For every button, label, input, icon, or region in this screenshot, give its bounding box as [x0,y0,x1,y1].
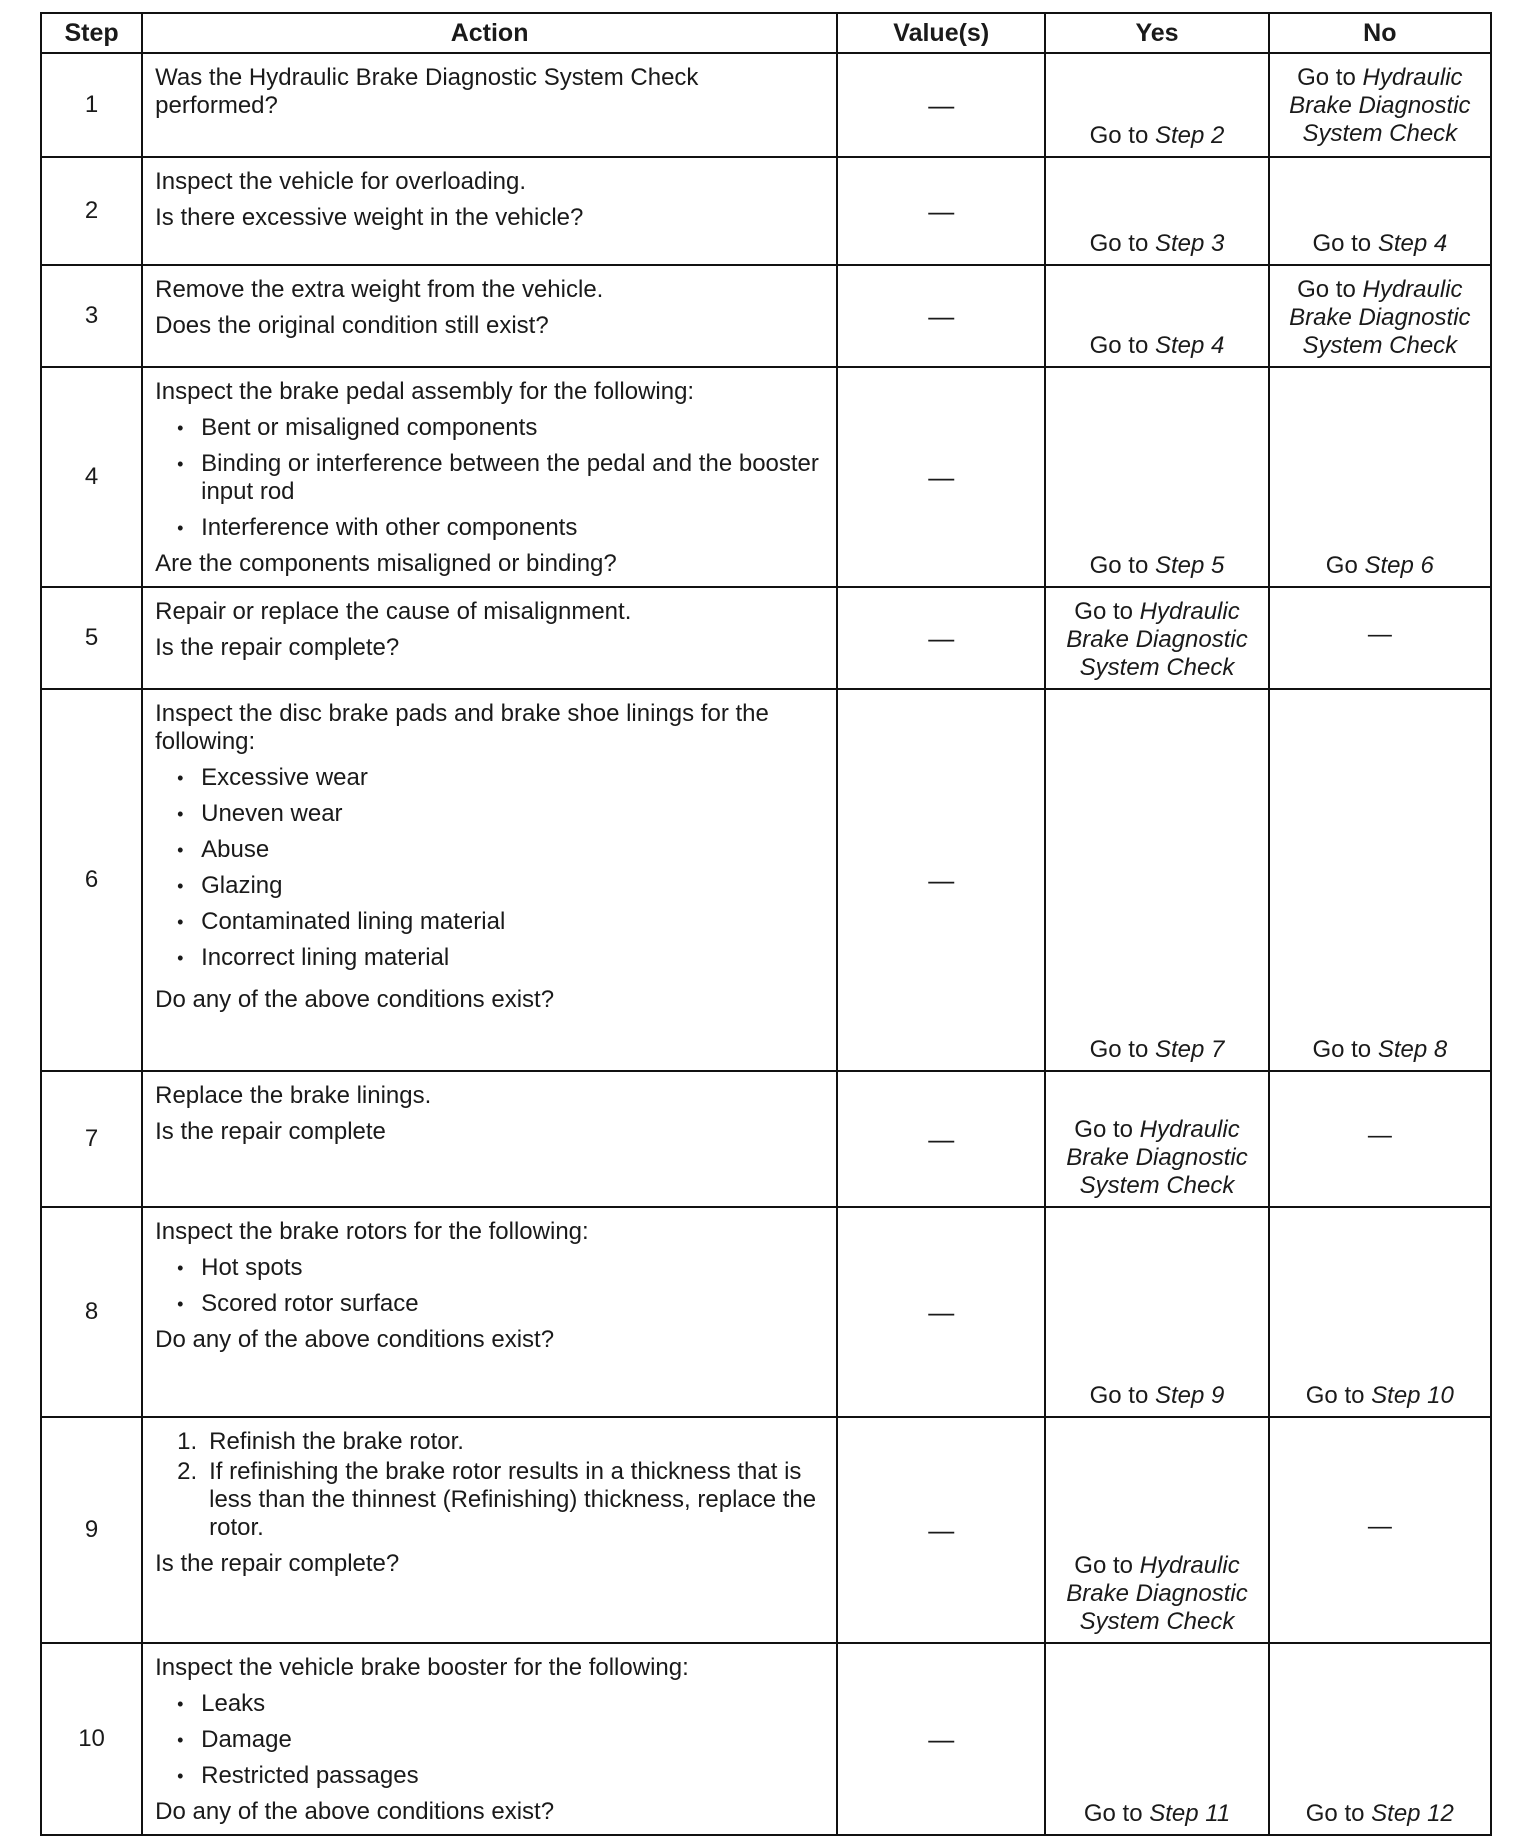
list-item: 1. Refinish the brake rotor. [177,1428,464,1455]
header-row [41,13,1491,53]
action-cell [142,367,837,587]
value-cell: — [837,1071,1045,1207]
list-item: 2. If refinishing the brake rotor results in a thickness that is less than the thinnest (Refinishing) thickness, replace the rotor. [177,1458,817,1541]
no-cell: — [1269,1417,1491,1643]
action-text: Remove the extra weight from the vehicle. [155,276,604,303]
question-text: Do any of the above conditions exist? [155,1326,555,1353]
yes-cell[interactable]: Go to Step 11 [1045,1643,1268,1835]
condition-list [155,1254,826,1318]
list-item: • Incorrect lining material [177,944,826,972]
value-cell: — [837,265,1045,367]
action-text: Was the Hydraulic Brake Diagnostic System Check performed? [155,64,699,119]
yes-cell[interactable]: Go to Step 3 [1045,157,1268,265]
diagnostic-table [40,12,1492,1836]
list-item: • Scored rotor surface [177,1290,826,1318]
list-item: • Uneven wear [177,800,826,828]
action-cell [142,1643,837,1835]
condition-list [155,414,826,542]
action-cell [142,53,837,157]
no-cell[interactable]: Go Step 6 [1269,367,1491,587]
yes-cell[interactable]: Go to Step 2 [1045,53,1268,157]
step-number: 6 [41,689,142,1071]
table-row [41,1207,1491,1417]
list-item: • Restricted passages [177,1762,826,1790]
list-item: • Leaks [177,1690,826,1718]
step-number: 5 [41,587,142,689]
table-row [41,587,1491,689]
step-number: 8 [41,1207,142,1417]
list-item: • Abuse [177,836,826,864]
action-text: Repair or replace the cause of misalignment. [155,598,632,625]
step-number: 7 [41,1071,142,1207]
no-cell[interactable]: Go to Step 10 [1269,1207,1491,1417]
action-text: Replace the brake linings. [155,1082,432,1109]
table-row [41,689,1491,1071]
value-cell: — [837,1417,1045,1643]
condition-list [155,1690,826,1790]
value-cell: — [837,587,1045,689]
question-text: Do any of the above conditions exist? [155,986,555,1013]
yes-cell[interactable]: Go to Hydraulic Brake Diagnostic System Check [1045,1071,1268,1207]
step-number: 3 [41,265,142,367]
question-text: Do any of the above conditions exist? [155,1798,555,1825]
action-cell [142,157,837,265]
value-cell: — [837,1643,1045,1835]
yes-cell[interactable]: Go to Hydraulic Brake Diagnostic System Check [1045,587,1268,689]
step-number: 4 [41,367,142,587]
value-cell: — [837,1207,1045,1417]
table-row [41,367,1491,587]
action-cell [142,1417,837,1643]
table-row [41,157,1491,265]
no-cell[interactable]: Go to Step 4 [1269,157,1491,265]
action-intro: Inspect the disc brake pads and brake shoe linings for the following: [155,700,769,755]
yes-cell[interactable]: Go to Hydraulic Brake Diagnostic System Check [1045,1417,1268,1643]
table-row [41,1643,1491,1835]
value-cell: — [837,157,1045,265]
no-cell: — [1269,587,1491,689]
list-item: • Damage [177,1726,826,1754]
action-intro: Inspect the brake pedal assembly for the following: [155,378,695,405]
yes-cell[interactable]: Go to Step 5 [1045,367,1268,587]
question-text: Is the repair complete? [155,634,400,661]
header-no: No [1269,13,1491,53]
action-intro: Inspect the vehicle brake booster for the following: [155,1654,689,1681]
table-row [41,265,1491,367]
action-intro: Inspect the brake rotors for the following: [155,1218,589,1245]
question-text: Does the original condition still exist? [155,312,549,339]
action-cell [142,1207,837,1417]
question-text: Are the components misaligned or binding? [155,550,617,577]
value-cell: — [837,689,1045,1071]
no-cell[interactable]: Go to Hydraulic Brake Diagnostic System Check [1269,265,1491,367]
header-values: Value(s) [837,13,1045,53]
action-cell [142,587,837,689]
step-number: 10 [41,1643,142,1835]
numbered-steps [155,1428,826,1542]
header-action: Action [142,13,837,53]
table-row [41,53,1491,157]
no-cell[interactable]: Go to Step 12 [1269,1643,1491,1835]
list-item: • Hot spots [177,1254,826,1282]
header-step: Step [41,13,142,53]
action-cell [142,1071,837,1207]
step-number: 1 [41,53,142,157]
no-cell[interactable]: Go to Hydraulic Brake Diagnostic System Check [1269,53,1491,157]
list-item: • Glazing [177,872,826,900]
no-cell[interactable]: Go to Step 8 [1269,689,1491,1071]
action-text: Inspect the vehicle for overloading. [155,168,527,195]
list-item: • Excessive wear [177,764,826,792]
value-cell: — [837,53,1045,157]
condition-list [155,764,826,972]
diagnostic-page [40,12,1492,1836]
list-item: • Bent or misaligned components [177,414,826,442]
table-row [41,1417,1491,1643]
yes-cell[interactable]: Go to Step 4 [1045,265,1268,367]
action-cell [142,265,837,367]
list-item: • Interference with other components [177,514,826,542]
step-number: 2 [41,157,142,265]
list-item: • Contaminated lining material [177,908,826,936]
no-cell: — [1269,1071,1491,1207]
list-item: • Binding or interference between the pedal and the booster input rod [177,450,826,506]
header-yes: Yes [1045,13,1268,53]
action-cell [142,689,837,1071]
step-number: 9 [41,1417,142,1643]
question-text: Is there excessive weight in the vehicle? [155,204,584,231]
question-text: Is the repair complete [155,1118,386,1145]
question-text: Is the repair complete? [155,1550,400,1577]
value-cell: — [837,367,1045,587]
yes-cell[interactable]: Go to Step 9 [1045,1207,1268,1417]
table-row [41,1071,1491,1207]
yes-cell[interactable]: Go to Step 7 [1045,689,1268,1071]
